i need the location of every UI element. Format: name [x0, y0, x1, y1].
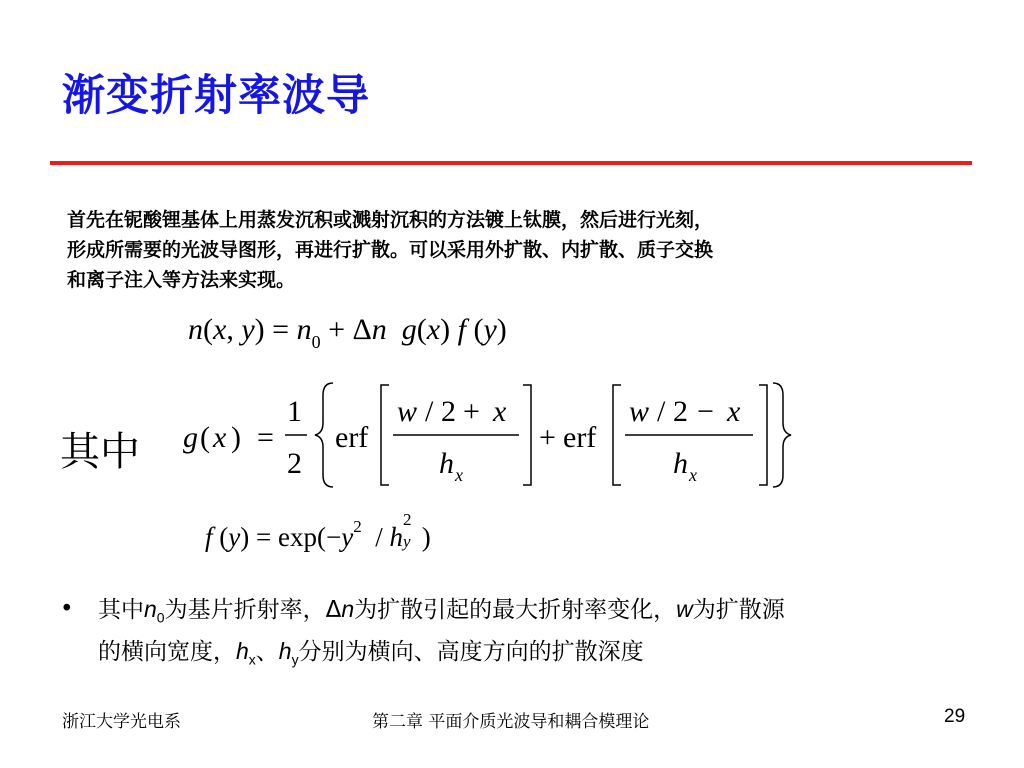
- eq1-delta: Δ: [352, 313, 372, 346]
- eq1-fy-close: ): [496, 313, 507, 346]
- eq3-f: f: [205, 522, 213, 552]
- bullet-t3: 为扩散引起的最大折射率变化，: [354, 597, 677, 623]
- eq2-g: g: [183, 421, 198, 454]
- eq2-x2: x: [727, 395, 741, 428]
- eq3-equals: =: [256, 522, 272, 552]
- eq1-rp: ): [254, 313, 265, 346]
- eq1-equals: =: [272, 313, 290, 346]
- eq3-h-scripts: [402, 510, 415, 551]
- eq2-right-brace: [773, 383, 791, 487]
- eq1-fy-open: (: [473, 313, 484, 346]
- eq3-sq: 2: [353, 517, 362, 536]
- bullet-n2: n: [341, 596, 355, 622]
- eq2-x: x: [213, 421, 227, 454]
- bullet-h1-sub: x: [248, 651, 256, 668]
- bullet-text: [98, 593, 968, 676]
- eq2-left-brace: [315, 383, 333, 487]
- eq1-gx: x: [426, 313, 441, 346]
- eq3-h-sub: y: [402, 532, 411, 551]
- eq2-rp: ): [231, 421, 241, 454]
- eq1-n: n: [188, 313, 203, 346]
- eq2-h1-sub: x: [455, 465, 463, 485]
- bullet-delta: Δ: [325, 597, 342, 623]
- eq1-gx-open: (: [416, 313, 427, 346]
- bullet-t6: 分别为横向、高度方向的扩散深度: [298, 638, 644, 665]
- eq1-gx-close: ): [440, 313, 451, 346]
- eq1-lp: (: [203, 313, 213, 346]
- eq3-h: h: [389, 522, 403, 552]
- bullet-t5: 的横向宽度，: [98, 638, 236, 665]
- eq3-y2: y: [341, 522, 354, 552]
- eq1-n0: n: [296, 313, 312, 346]
- eq2-plus: +: [539, 421, 556, 454]
- eq2-h2: h: [673, 447, 688, 480]
- eq1-g: g: [401, 313, 417, 346]
- eq2-bracket-1-open: [381, 385, 389, 485]
- eq1-y: y: [241, 313, 255, 346]
- eq1-x: x: [213, 313, 227, 346]
- bullet-line-2: [98, 635, 968, 677]
- eq2-plus1: +: [463, 395, 480, 428]
- intro-line-1: 首先在铌酸锂基体上用蒸发沉积或溅射沉积的方法镀上钛膜，然后进行光刻，: [67, 209, 714, 231]
- eq2-slash2: /: [657, 395, 666, 428]
- equation-g-function: [175, 375, 815, 495]
- intro-line-3: 和离子注入等方法来实现。: [67, 269, 296, 291]
- slide-title: 渐变折射率波导: [62, 71, 370, 121]
- eq3-lp: (: [219, 522, 229, 552]
- bullet-t4: 为扩散源: [692, 597, 785, 623]
- title-underline: [50, 161, 972, 165]
- eq1-dn: n: [371, 313, 387, 346]
- eq1-n0-sub: 0: [311, 332, 321, 352]
- eq2-bracket-1-close: [523, 385, 531, 485]
- eq2-w2: w: [629, 395, 650, 428]
- eq2-lp: (: [200, 421, 210, 454]
- eq1-f: f: [457, 313, 466, 346]
- bullet-line-1: [98, 593, 968, 635]
- bullet-dot: •: [60, 596, 74, 622]
- footer-page-number: 29: [944, 706, 966, 727]
- bullet-h1: h: [236, 637, 249, 664]
- eq2-two: 2: [287, 447, 302, 480]
- intro-line-2: 形成所需要的光波导图形，再进行扩散。可以采用外扩散、内扩散、质子交换: [67, 239, 714, 261]
- eq2-w1: w: [397, 395, 418, 428]
- intro-paragraph: [67, 205, 957, 295]
- eq1-fy: y: [483, 313, 497, 346]
- eq3-slash: /: [375, 522, 383, 552]
- equation-f-function: [205, 510, 431, 553]
- eq2-slash1: /: [425, 395, 434, 428]
- footer-chapter: 第二章 平面介质光波导和耦合模理论: [372, 712, 650, 732]
- eq3-close: ): [421, 522, 431, 552]
- eq2-erf1: erf: [335, 421, 369, 454]
- where-label: 其中: [60, 429, 140, 475]
- bullet-sep: 、: [255, 638, 279, 665]
- eq2-h1: h: [439, 447, 454, 480]
- eq2-equals: =: [257, 421, 274, 454]
- bullet-n-sub: 0: [156, 609, 165, 626]
- eq2-two1: 2: [441, 395, 456, 428]
- bullet-t1: 其中: [98, 597, 144, 623]
- eq2-erf2: erf: [563, 421, 597, 454]
- eq2-bracket-2-close: [759, 385, 767, 485]
- bullet-h2: h: [278, 637, 292, 664]
- eq3-rp: ): [240, 522, 250, 552]
- eq3-exp: exp(: [277, 522, 326, 552]
- eq1-plus: +: [328, 313, 345, 346]
- eq2-one: 1: [287, 395, 302, 428]
- equation-refractive-index: [188, 313, 507, 352]
- eq2-bracket-2-open: [613, 385, 621, 485]
- eq2-two2: 2: [673, 395, 688, 428]
- bullet-t2: 为基片折射率，: [164, 597, 326, 623]
- bullet-n: n: [144, 596, 157, 622]
- eq2-minus2: −: [697, 395, 714, 428]
- footer-department: 浙江大学光电系: [62, 712, 181, 732]
- eq2-h2-sub: x: [689, 465, 697, 485]
- eq2-x1: x: [493, 395, 507, 428]
- eq3-h-sup: 2: [402, 510, 412, 529]
- eq3-y: y: [228, 522, 241, 552]
- bullet-w: w: [676, 596, 693, 622]
- bullet-h2-sub: y: [291, 651, 299, 668]
- eq3-minus: −: [325, 522, 342, 552]
- eq1-comma: ,: [226, 313, 234, 346]
